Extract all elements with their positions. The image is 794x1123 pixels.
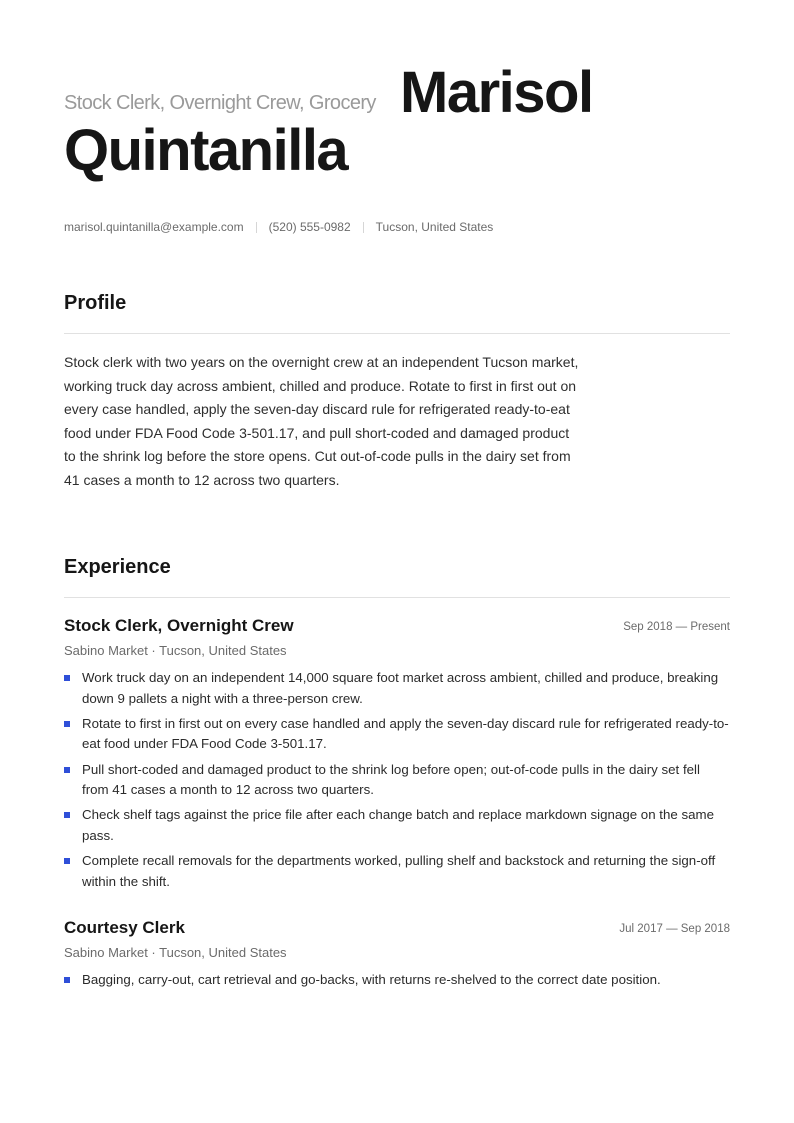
contact-location: Tucson, United States: [375, 220, 494, 234]
section-divider: [64, 597, 730, 598]
job-title: Courtesy Clerk: [64, 918, 185, 937]
contact-email[interactable]: marisol.quintanilla@example.com: [64, 220, 244, 234]
profile-heading: Profile: [64, 292, 127, 314]
bullet-marker: [64, 977, 70, 983]
job-title: Stock Clerk, Overnight Crew: [64, 616, 294, 635]
contact-line: [64, 220, 493, 234]
last-name: Quintanilla: [64, 118, 348, 183]
bullet-item: [64, 851, 730, 892]
job-bullets: [64, 970, 730, 995]
job-bullets: [64, 668, 730, 897]
job-dates: Jul 2017 — Sep 2018: [619, 923, 730, 935]
bullet-marker: [64, 812, 70, 818]
contact-divider: [363, 222, 364, 233]
job-dates: Sep 2018 — Present: [623, 621, 730, 633]
bullet-text: Bagging, carry-out, cart retrieval and go-backs, with returns re-shelved to the correct date position.: [82, 972, 661, 987]
bullet-item: [64, 668, 730, 709]
profile-summary: Stock clerk with two years on the overnight crew at an independent Tucson market, working truck day across ambient, chilled and produce. Rotate to first in first out on every case handled, apply the seven-day discard rule for refrigerated ready-to-eat food under FDA Food Code 3-501.17, and pull short-coded and damaged product to the shrink log before the store opens. Cut out-of-code pulls in the dairy set from 41 cases a month to 12 across two quarters.: [64, 354, 579, 488]
bullet-item: [64, 970, 730, 991]
bullet-marker: [64, 675, 70, 681]
bullet-marker: [64, 767, 70, 773]
job-headline: Stock Clerk, Overnight Crew, Grocery: [64, 92, 376, 114]
bullet-item: [64, 714, 730, 755]
bullet-text: Work truck day on an independent 14,000 square foot market across ambient, chilled and produce, breaking down 9 pallets a night with a three-person crew.: [82, 670, 719, 706]
section-divider: [64, 333, 730, 334]
contact-phone[interactable]: (520) 555-0982: [268, 220, 351, 234]
job-employer: Sabino Market · Tucson, United States: [64, 945, 287, 960]
bullet-text: Complete recall removals for the departments worked, pulling shelf and backstock and returning the sign-off within the shift.: [82, 853, 716, 889]
bullet-text: Check shelf tags against the price file after each change batch and replace markdown signage on the same pass.: [82, 807, 714, 843]
bullet-item: [64, 760, 730, 801]
bullet-text: Pull short-coded and damaged product to the shrink log before open; out-of-code pulls in the dairy set fell from 41 cases a month to 12 across two quarters.: [82, 761, 700, 798]
job-employer: Sabino Market · Tucson, United States: [64, 643, 287, 658]
first-name: Marisol: [400, 60, 593, 125]
experience-heading: Experience: [64, 556, 171, 578]
bullet-marker: [64, 858, 70, 864]
contact-divider: [256, 222, 257, 233]
bullet-item: [64, 805, 730, 846]
bullet-marker: [64, 721, 70, 727]
bullet-text: Rotate to first in first out on every case handled and apply the seven-day discard rule for refrigerated ready-to-eat food under FDA Food Code 3-501.17.: [82, 715, 729, 752]
